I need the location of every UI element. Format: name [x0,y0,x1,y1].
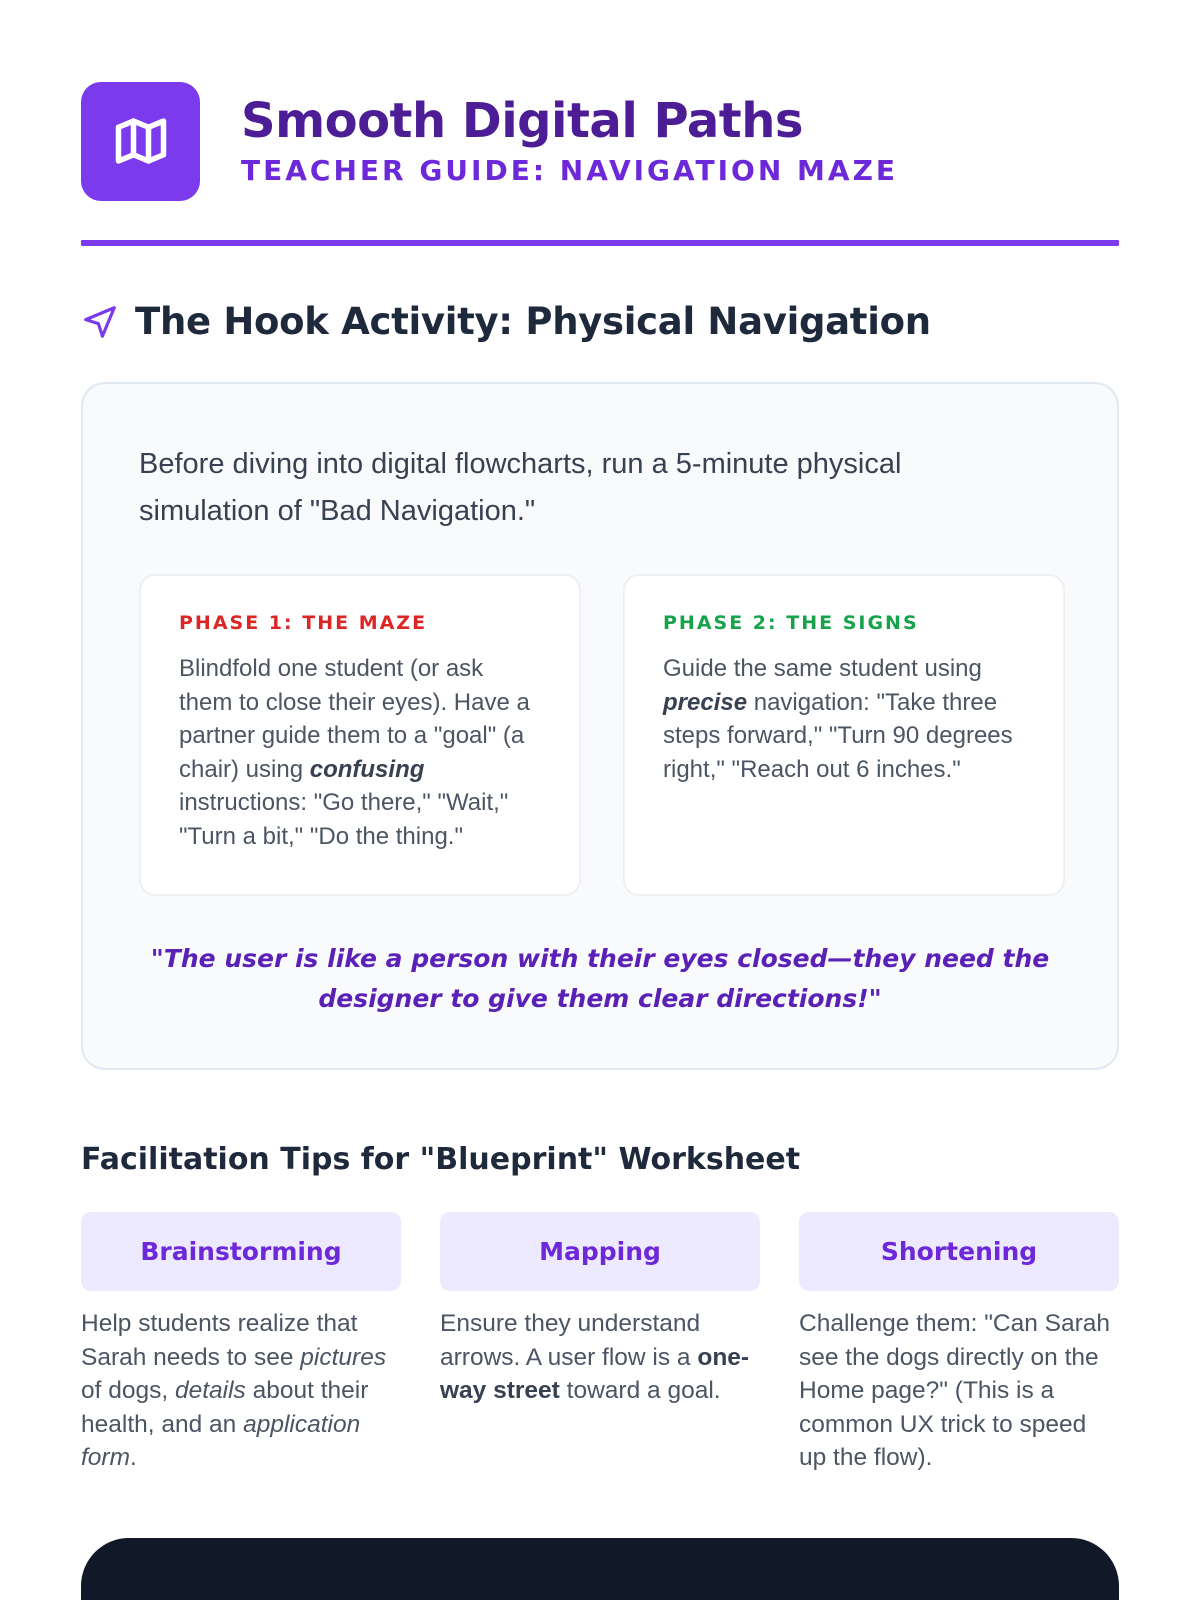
phase-2-card [623,574,1065,896]
page-header [81,81,1119,201]
tip-mapping-title: Mapping [440,1212,760,1291]
page-title: Smooth Digital Paths [241,93,803,150]
facilitation-tips [81,1212,1119,1475]
hook-intro-text: Before diving into digital flowcharts, run a 5-minute physical simulation of "Bad Navigation." [139,448,902,527]
phase-2-label: PHASE 2: THE SIGNS [663,612,919,634]
tip-shortening-title: Shortening [799,1212,1119,1291]
tip-brainstorming [81,1212,401,1475]
tip-mapping-text: Ensure they understand arrows. A user flow is a one-way street toward a goal. [440,1310,750,1404]
hook-quote: "The user is like a person with their eyes closed—they need the designer to give them clear directions!" [150,944,1050,1013]
tip-brainstorming-text: Help students realize that Sarah needs to see pictures of dogs, details about their health, and an application form. [81,1310,387,1471]
hook-activity-card [81,382,1119,1070]
hook-title: The Hook Activity: Physical Navigation [135,300,931,343]
phase-1-label: PHASE 1: THE MAZE [179,612,428,634]
logo-badge [81,82,200,201]
tip-brainstorming-title: Brainstorming [81,1212,401,1291]
map-icon [111,111,171,171]
dark-footer-panel [81,1538,1119,1600]
hook-section-heading [81,300,931,343]
phase-1-card [139,574,581,896]
tips-heading: Facilitation Tips for "Blueprint" Worksheet [81,1142,801,1177]
tip-shortening [799,1212,1119,1475]
navigation-arrow-icon [81,303,119,341]
phase-2-text: Guide the same student using precise navigation: "Take three steps forward," "Turn 90 degrees right," "Reach out 6 inches." [663,655,1013,783]
header-divider [81,240,1119,246]
tip-mapping [440,1212,760,1475]
phase-2-emphasis: precise [663,688,748,716]
phase-1-emphasis: confusing [309,755,425,783]
tip-shortening-text: Challenge them: "Can Sarah see the dogs directly on the Home page?" (This is a common UX trick to speed up the flow). [799,1310,1111,1471]
page-subtitle: TEACHER GUIDE: NAVIGATION MAZE [241,153,898,187]
phase-1-text: Blindfold one student (or ask them to close their eyes). Have a partner guide them to a "goal" (a chair) using confusing instructions: "Go there," "Wait," "Turn a bit," "Do the thing." [179,655,530,850]
